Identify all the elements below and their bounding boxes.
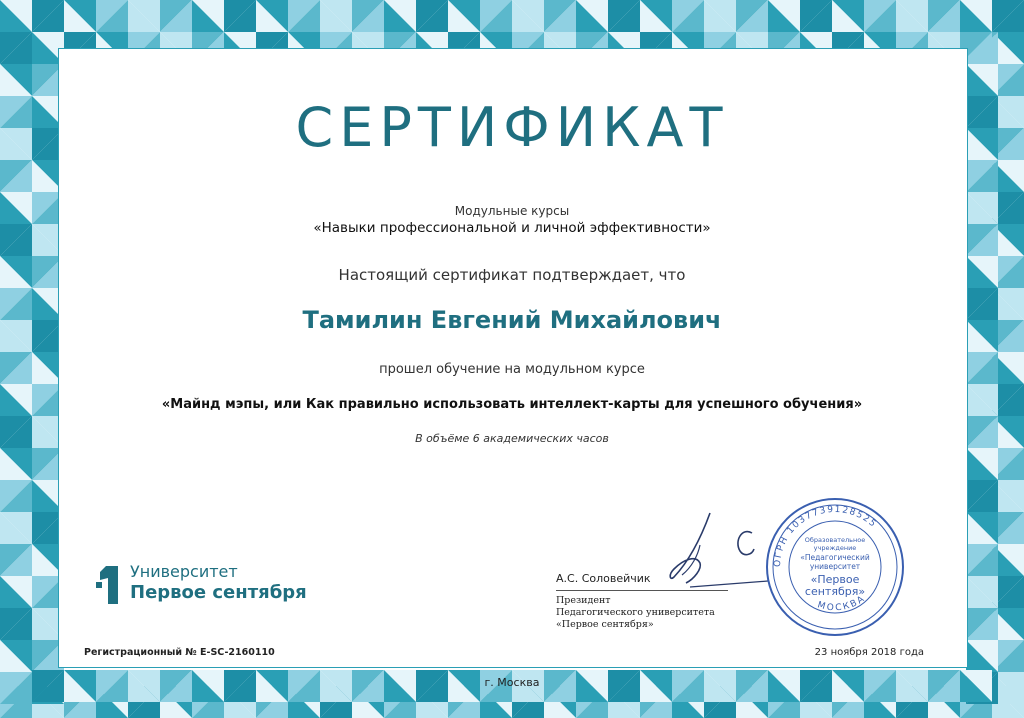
- signatory-name: А.С. Соловейчик: [556, 572, 651, 585]
- signature-line: [556, 590, 728, 591]
- logo-text-university: Университет: [130, 562, 238, 581]
- confirmation-text: Настоящий сертификат подтверждает, что: [338, 266, 686, 284]
- course-name: «Навыки профессиональной и личной эффективности»: [313, 220, 711, 236]
- signatory-role-line: Педагогического университета: [556, 607, 715, 618]
- signatory-role-line: Президент: [556, 595, 611, 606]
- stamp-ring-text: ОГРН 1037739128525: [772, 504, 879, 568]
- signatory-role-line: «Первое сентября»: [556, 619, 654, 630]
- logo-text-first-september: Первое сентября: [130, 582, 307, 603]
- stamp-center-line: сентября»: [804, 585, 866, 598]
- certificate-title: СЕРТИФИКАТ: [295, 96, 729, 159]
- hours-volume: В объёме 6 академических часов: [415, 432, 609, 445]
- stamp-center-line: университет: [809, 562, 861, 571]
- handwritten-signature: [640, 505, 770, 595]
- stamp-center-line: «Первое: [810, 573, 860, 586]
- stamp-center-line: Образовательное: [804, 536, 866, 544]
- issue-city: г. Москва: [484, 676, 540, 689]
- issue-date: 23 ноября 2018 года: [814, 647, 924, 658]
- university-logo: [96, 560, 326, 610]
- signatory-role: [556, 595, 715, 631]
- stamp-center-line: «Педагогический: [800, 553, 870, 562]
- official-stamp: [760, 492, 910, 642]
- registration-number: Регистрационный № E-SC-2160110: [84, 647, 275, 658]
- stamp-city-text: МОСКВА: [816, 593, 868, 614]
- completion-text: прошел обучение на модульном курсе: [379, 362, 645, 377]
- course-type: Модульные курсы: [454, 204, 570, 218]
- recipient-name: Тамилин Евгений Михайлович: [302, 306, 722, 334]
- module-title: «Майнд мэпы, или Как правильно использовать интеллект-карты для успешного обучения»: [161, 397, 863, 412]
- number-one-logo-icon: [96, 564, 124, 606]
- stamp-center-line: учреждение: [813, 544, 857, 552]
